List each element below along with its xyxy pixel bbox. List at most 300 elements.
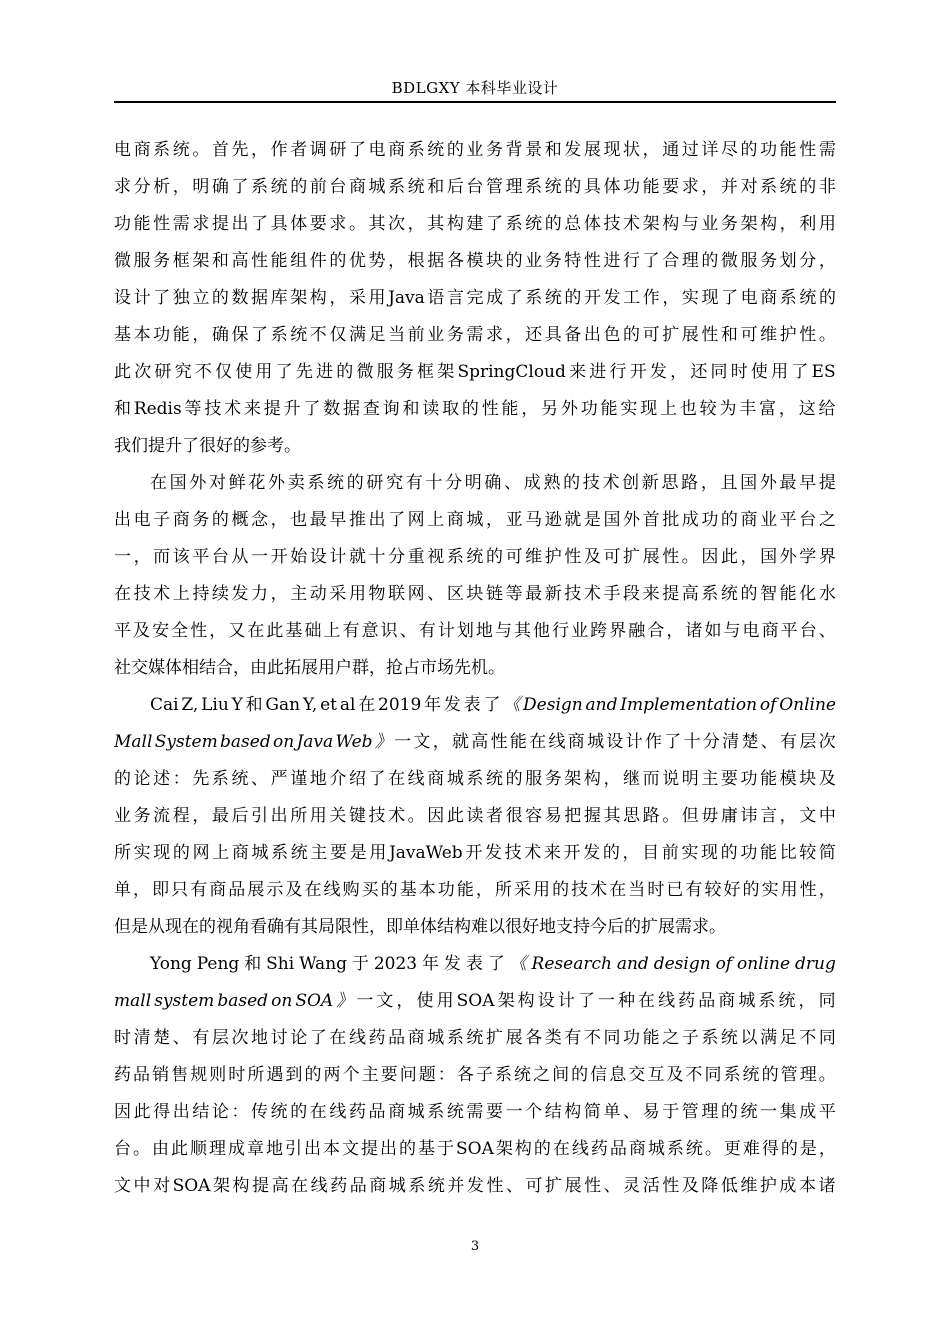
- italic-title-text: based: [220, 732, 271, 752]
- line-text: 进: [603, 251, 621, 271]
- line-text: 升: [283, 399, 301, 419]
- line-text: 术: [590, 880, 608, 900]
- line-text: 前: [661, 843, 679, 863]
- line-text: ，: [818, 251, 836, 271]
- line-text: 是: [799, 1139, 817, 1159]
- line-text: 中: [133, 1176, 151, 1196]
- line-text: 成: [799, 1102, 817, 1122]
- line-text: Yong: [150, 954, 192, 974]
- line-text: 论: [290, 1028, 308, 1048]
- line-text: 视: [427, 547, 445, 567]
- line-text: ，: [622, 843, 640, 863]
- text-line: [114, 1057, 836, 1094]
- line-text: 提: [662, 584, 680, 604]
- line-text: 优: [348, 251, 366, 271]
- line-text: 构: [232, 1176, 250, 1196]
- line-text: 先: [231, 140, 249, 160]
- line-text: 功: [623, 1028, 641, 1048]
- line-text: 各: [446, 251, 464, 271]
- line-text: 线: [329, 1102, 347, 1122]
- line-text: 跨: [590, 621, 608, 641]
- line-text: 手: [603, 584, 621, 604]
- line-text: 讨: [270, 1028, 288, 1048]
- line-text: 、: [818, 621, 836, 641]
- line-text: 2023: [373, 954, 418, 974]
- italic-title-text: drug: [794, 954, 836, 974]
- line-text: 维: [740, 1176, 758, 1196]
- line-text: 品: [609, 1139, 627, 1159]
- line-text: 在: [529, 732, 547, 752]
- line-text: 能: [509, 732, 527, 752]
- line-text: 性: [799, 140, 817, 160]
- text-line: [114, 539, 836, 576]
- line-text: 统: [740, 1102, 758, 1122]
- line-text: 品: [368, 1102, 386, 1122]
- italic-title-text: and: [585, 695, 618, 715]
- line-text: 所: [290, 806, 308, 826]
- italic-title-text: System: [154, 732, 218, 752]
- text-line: [114, 576, 836, 613]
- line-text: ，: [270, 584, 288, 604]
- line-text: 等: [184, 399, 202, 419]
- line-text: 较: [799, 843, 817, 863]
- line-text: 统: [290, 325, 308, 345]
- line-text: 系: [407, 140, 425, 160]
- line-text: 当: [628, 880, 646, 900]
- line-text: 就: [452, 732, 469, 752]
- line-text: 容: [525, 806, 543, 826]
- line-text: 本: [133, 325, 151, 345]
- line-text: 安: [152, 621, 170, 641]
- line-text: 求: [114, 177, 131, 197]
- line-text: 服: [376, 362, 394, 382]
- line-text: 城: [466, 510, 484, 530]
- line-text: 护: [759, 1176, 777, 1196]
- line-text: ，: [209, 621, 227, 641]
- line-text: 了: [577, 991, 595, 1011]
- line-text: 护: [779, 325, 797, 345]
- line-text: 总: [564, 214, 582, 234]
- line-text: 本: [418, 880, 436, 900]
- italic-title-text: online: [737, 954, 791, 974]
- line-text: 读: [466, 806, 484, 826]
- line-text: 、: [603, 1176, 621, 1196]
- line-text: 出: [231, 214, 249, 234]
- line-text: 的: [544, 214, 562, 234]
- line-text: 展: [564, 1176, 582, 1196]
- line-text: 系: [271, 843, 289, 863]
- line-text: 售: [171, 1065, 189, 1085]
- line-text: 用: [771, 362, 789, 382]
- line-text: 介: [329, 769, 347, 789]
- line-text: 述: [153, 769, 171, 789]
- text-line: [114, 1131, 836, 1168]
- line-text: 规: [190, 1065, 208, 1085]
- line-text: 了: [275, 362, 293, 382]
- line-text: 了: [368, 769, 386, 789]
- line-text: 求: [329, 214, 347, 234]
- line-text: 术: [388, 806, 406, 826]
- line-text: 性: [251, 251, 269, 271]
- line-text: 在: [358, 695, 376, 715]
- line-text: 并: [720, 177, 738, 197]
- line-text: 务: [153, 251, 171, 271]
- line-text: 主: [701, 769, 719, 789]
- line-text: 城: [587, 732, 605, 752]
- line-text: 意: [361, 621, 379, 641]
- line-text: 从: [231, 547, 249, 567]
- line-text: 分: [799, 251, 817, 271]
- line-text: 商: [348, 177, 366, 197]
- line-text: 合: [662, 251, 680, 271]
- line-text: ，: [396, 991, 414, 1011]
- line-text: 划: [456, 621, 474, 641]
- line-text: 现: [701, 843, 719, 863]
- line-text: 只: [171, 880, 189, 900]
- line-text: 即: [152, 880, 170, 900]
- line-text: 了: [664, 732, 682, 752]
- line-text: 外: [189, 473, 207, 493]
- line-text: 始: [290, 547, 308, 567]
- line-text: 对: [209, 473, 227, 493]
- line-text: 绍: [348, 769, 366, 789]
- line-text: 维: [760, 325, 778, 345]
- line-text: 能: [600, 399, 618, 419]
- line-text: 易: [544, 806, 562, 826]
- line-text: 块: [466, 584, 484, 604]
- line-text: 毋: [701, 806, 719, 826]
- line-text: 了: [153, 288, 171, 308]
- line-text: 采: [348, 288, 366, 308]
- line-text: 作: [270, 140, 288, 160]
- line-text: 进: [316, 362, 334, 382]
- line-text: 2019: [378, 695, 422, 715]
- line-text: 构: [662, 214, 680, 234]
- line-text: 体: [290, 214, 308, 234]
- line-text: 但是从现在的视角看确有其局限性，即单体结构难以很好地支持今后的扩展需求。: [114, 917, 726, 937]
- line-text: 商: [628, 1139, 646, 1159]
- line-text: 好: [723, 880, 741, 900]
- line-text: 单: [114, 880, 131, 900]
- line-text: 间: [552, 1065, 570, 1085]
- italic-title-text: Design: [523, 695, 583, 715]
- line-text: 结: [544, 1102, 562, 1122]
- line-text: 统: [407, 177, 425, 197]
- line-text: ：: [172, 769, 190, 789]
- line-text: et: [320, 695, 338, 715]
- line-text: 商: [133, 140, 151, 160]
- line-text: 提: [211, 214, 229, 234]
- line-text: 章: [247, 1139, 264, 1159]
- text-line: [114, 280, 836, 317]
- line-text: 批: [662, 510, 680, 530]
- line-text: 清: [133, 1028, 151, 1048]
- line-text: 具: [583, 177, 601, 197]
- text-line: [114, 872, 836, 909]
- line-text: 国: [603, 510, 621, 530]
- line-text: 基: [285, 621, 303, 641]
- line-text: al: [339, 695, 356, 715]
- line-text: 理: [681, 251, 699, 271]
- line-text: 技: [133, 584, 151, 604]
- line-text: 城: [407, 1102, 425, 1122]
- text-line: [114, 1168, 836, 1205]
- line-text: 仅: [215, 362, 233, 382]
- line-text: 首: [642, 510, 660, 530]
- line-text: 需: [818, 140, 836, 160]
- line-text: 块: [799, 769, 817, 789]
- line-text: 给: [818, 399, 836, 419]
- document-body: [114, 132, 836, 1205]
- line-text: 平: [780, 621, 798, 641]
- line-text: 来: [243, 399, 261, 419]
- line-text: 另: [541, 399, 559, 419]
- line-text: 早: [329, 510, 347, 530]
- line-text: 本: [323, 1139, 340, 1159]
- line-text: 的: [290, 1102, 308, 1122]
- line-text: 的: [461, 399, 479, 419]
- line-text: ，: [432, 732, 450, 752]
- line-text: 线: [407, 769, 425, 789]
- line-text: 药: [348, 1102, 366, 1122]
- line-text: 、: [623, 1102, 641, 1122]
- line-text: 在: [609, 880, 627, 900]
- line-text: 而: [153, 547, 171, 567]
- line-text: 系: [525, 177, 543, 197]
- line-text: 最: [525, 584, 543, 604]
- line-text: 因: [427, 806, 445, 826]
- line-text: 重: [407, 547, 425, 567]
- line-text: 还: [525, 325, 543, 345]
- line-text: 微: [356, 362, 374, 382]
- line-text: 明: [192, 177, 210, 197]
- line-text: 务: [485, 140, 503, 160]
- line-text: 首: [211, 140, 229, 160]
- line-text: ，: [192, 806, 210, 826]
- line-text: 就: [348, 547, 366, 567]
- line-text: 进: [589, 362, 607, 382]
- line-text: 性: [481, 399, 499, 419]
- line-text: 实: [761, 880, 779, 900]
- line-text: 主: [310, 843, 328, 863]
- line-text: 开: [563, 843, 581, 863]
- line-text: 表: [465, 954, 483, 974]
- line-text: 过: [681, 140, 699, 160]
- line-text: 开: [584, 288, 601, 308]
- line-text: 系: [466, 769, 484, 789]
- line-text: 易: [642, 1102, 660, 1122]
- line-text: 能: [779, 140, 797, 160]
- line-text: 统: [466, 1028, 484, 1048]
- line-text: 研: [366, 473, 384, 493]
- line-text: 统: [427, 1176, 445, 1196]
- line-text: 数: [323, 399, 341, 419]
- line-text: 药: [330, 1176, 348, 1196]
- line-text: 来: [569, 362, 587, 382]
- line-text: 有: [685, 880, 703, 900]
- line-text: 理: [209, 1139, 226, 1159]
- line-text: 发: [583, 843, 601, 863]
- line-text: 新: [544, 584, 562, 604]
- line-text: 识: [380, 621, 398, 641]
- line-text: 架: [564, 769, 582, 789]
- text-line: [114, 946, 836, 983]
- line-text: Liu: [201, 695, 229, 715]
- line-text: 了: [487, 954, 505, 974]
- line-text: 的: [720, 510, 738, 530]
- line-text: 念: [251, 510, 269, 530]
- line-text: 取: [442, 399, 460, 419]
- line-text: 技: [368, 806, 386, 826]
- line-text: 用: [368, 288, 386, 308]
- italic-title-text: Java: [296, 732, 334, 752]
- line-text: 系: [666, 1139, 684, 1159]
- line-text: 地: [251, 1028, 269, 1048]
- line-text: 同: [818, 991, 836, 1011]
- line-text: 新: [641, 473, 659, 493]
- line-text: 简: [818, 843, 836, 863]
- line-text: 息: [609, 1065, 627, 1085]
- line-text: 架: [740, 214, 758, 234]
- line-text: 续: [211, 584, 229, 604]
- line-text: 系: [446, 547, 464, 567]
- line-text: 言: [760, 806, 778, 826]
- line-text: 引: [285, 1139, 302, 1159]
- line-text: 降: [701, 1176, 719, 1196]
- line-text: 结: [192, 1102, 210, 1122]
- line-text: 此: [171, 1139, 188, 1159]
- line-text: 比: [779, 843, 797, 863]
- line-text: Peng: [196, 954, 240, 974]
- line-text: 构: [514, 1139, 532, 1159]
- line-text: 灵: [623, 1176, 641, 1196]
- line-text: 题: [418, 1065, 436, 1085]
- line-text: 微: [720, 251, 738, 271]
- line-text: Wang: [299, 954, 348, 974]
- line-text: 出: [304, 1139, 321, 1159]
- text-line: [114, 206, 836, 243]
- line-text: 计: [557, 991, 575, 1011]
- line-text: 实: [620, 399, 638, 419]
- line-text: 架: [192, 251, 210, 271]
- line-text: 不: [799, 1028, 817, 1048]
- line-text: 具: [544, 325, 562, 345]
- line-text: 亚: [505, 510, 523, 530]
- line-text: 马: [525, 510, 543, 530]
- line-text: 功: [580, 399, 598, 419]
- line-text: 了: [348, 140, 366, 160]
- line-text: 该: [172, 547, 190, 567]
- line-text: 性: [583, 251, 601, 271]
- line-text: 有: [190, 880, 208, 900]
- text-line: [114, 243, 836, 280]
- line-text: 要: [309, 214, 327, 234]
- line-text: 之: [818, 510, 836, 530]
- line-text: 库: [270, 288, 288, 308]
- text-line: [114, 613, 836, 650]
- line-text: 统: [270, 1102, 288, 1122]
- line-text: 展: [681, 325, 699, 345]
- line-text: 购: [342, 880, 360, 900]
- line-text: 网: [407, 510, 425, 530]
- line-text: 通: [662, 140, 680, 160]
- line-text: 商: [427, 769, 445, 789]
- line-text: 设: [309, 547, 327, 567]
- line-text: 城: [427, 1028, 445, 1048]
- italic-title-text: on: [271, 991, 293, 1011]
- line-text: 功: [153, 325, 171, 345]
- line-text: 也: [679, 399, 697, 419]
- line-text: 实: [133, 843, 151, 863]
- line-text: 文: [376, 991, 394, 1011]
- line-text: 服: [133, 251, 151, 271]
- line-text: ，: [407, 214, 425, 234]
- line-text: 开: [270, 547, 288, 567]
- line-text: 护: [544, 547, 562, 567]
- line-text: 可: [642, 325, 660, 345]
- line-text: 电: [114, 140, 131, 160]
- line-text: 主: [290, 584, 308, 604]
- line-text: 城: [388, 1176, 406, 1196]
- line-text: 同: [603, 1028, 621, 1048]
- line-text: 药: [678, 991, 696, 1011]
- line-text: 用: [533, 880, 551, 900]
- line-text: 、: [427, 584, 445, 604]
- line-text: 分: [702, 732, 720, 752]
- line-text: 性: [701, 325, 719, 345]
- line-text: 、: [399, 621, 417, 641]
- line-text: 键: [348, 806, 366, 826]
- line-text: 持: [192, 584, 210, 604]
- line-text: Y: [231, 695, 243, 715]
- line-text: 用: [255, 362, 273, 382]
- line-text: 语: [427, 288, 445, 308]
- line-text: 业: [525, 251, 543, 271]
- line-text: 次: [818, 732, 836, 752]
- line-text: 商: [369, 1176, 387, 1196]
- line-text: 商: [407, 1028, 425, 1048]
- page-header-title: BDLGXY 本科毕业设计: [391, 79, 559, 97]
- text-line: [114, 835, 836, 872]
- line-text: 确: [484, 473, 502, 493]
- line-text: 线: [323, 880, 341, 900]
- line-text: 目: [642, 843, 660, 863]
- line-text: 件: [309, 251, 327, 271]
- line-text: 交: [628, 1065, 646, 1085]
- line-text: 平: [818, 1102, 836, 1122]
- line-text: 所: [494, 880, 512, 900]
- line-text: 的: [505, 251, 523, 271]
- line-text: 技: [571, 880, 589, 900]
- line-text: SpringCloud: [457, 362, 566, 382]
- line-text: 备: [564, 325, 582, 345]
- line-text: 丰: [739, 399, 757, 419]
- line-text: 的: [336, 362, 354, 382]
- line-text: 了: [483, 695, 501, 715]
- line-text: 发: [443, 954, 461, 974]
- line-text: 楚: [741, 732, 759, 752]
- line-text: 、: [505, 1176, 523, 1196]
- line-text: 中: [818, 806, 836, 826]
- text-line: [114, 983, 836, 1020]
- line-text: 时: [114, 1028, 131, 1048]
- line-text: 能: [642, 1028, 660, 1048]
- line-text: 于: [437, 1139, 454, 1159]
- line-text: 因: [114, 1102, 131, 1122]
- line-text: 要: [485, 1102, 503, 1122]
- line-text: 系: [779, 288, 797, 308]
- line-text: 确: [211, 177, 229, 197]
